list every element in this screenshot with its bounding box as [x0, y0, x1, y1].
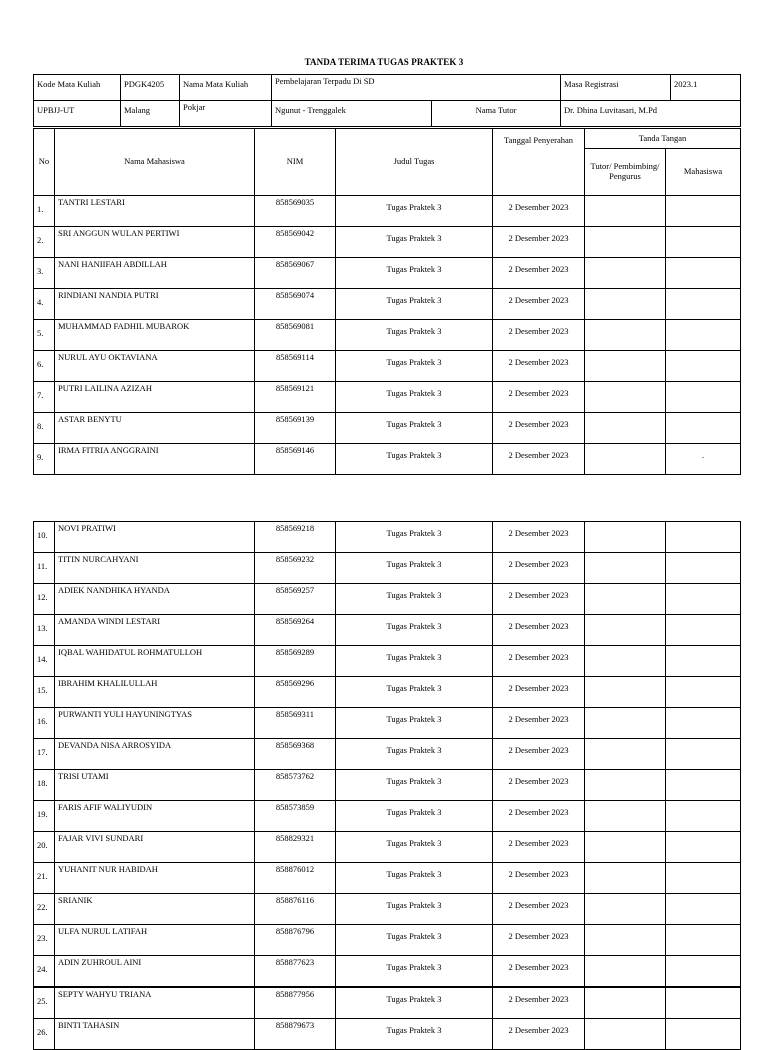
student-nim: 858569042	[255, 227, 336, 258]
signature-tutor-cell[interactable]	[585, 522, 666, 553]
signature-tutor-cell[interactable]	[585, 320, 666, 351]
submission-date: 2 Desember 2023	[493, 227, 585, 258]
student-nim: 858569074	[255, 289, 336, 320]
signature-student-cell[interactable]	[666, 413, 741, 444]
assignment-title: Tugas Praktek 3	[336, 832, 493, 863]
row-number: 2.	[34, 227, 55, 258]
row-number: 7.	[34, 382, 55, 413]
student-nim: 858569139	[255, 413, 336, 444]
table-row	[34, 646, 741, 677]
signature-student-cell[interactable]	[666, 863, 741, 894]
submission-date: 2 Desember 2023	[493, 382, 585, 413]
signature-student-cell[interactable]	[666, 646, 741, 677]
table-row	[34, 739, 741, 770]
submission-date: 2 Desember 2023	[493, 677, 585, 708]
student-nim: 858877956	[255, 988, 336, 1019]
table-row	[34, 615, 741, 646]
student-name: ASTAR BENYTU	[55, 413, 255, 444]
submission-date: 2 Desember 2023	[493, 413, 585, 444]
student-name: ADIN ZUHROUL AINI	[55, 956, 255, 987]
student-nim: 858877623	[255, 956, 336, 987]
row-number: 1.	[34, 196, 55, 227]
signature-tutor-cell[interactable]	[585, 258, 666, 289]
row-number: 8.	[34, 413, 55, 444]
table-row	[34, 894, 741, 925]
assignment-title: Tugas Praktek 3	[336, 925, 493, 956]
student-table-page-3	[33, 987, 741, 1050]
student-nim: 858573859	[255, 801, 336, 832]
upbjj-value: Malang	[121, 101, 180, 127]
row-number: 19.	[34, 801, 55, 832]
submission-date: 2 Desember 2023	[493, 956, 585, 987]
student-name: TITIN NURCAHYANI	[55, 553, 255, 584]
assignment-title: Tugas Praktek 3	[336, 1019, 493, 1050]
row-number: 10.	[34, 522, 55, 553]
upbjj-label: UPBJJ-UT	[34, 101, 121, 127]
signature-tutor-cell[interactable]	[585, 801, 666, 832]
signature-student-cell[interactable]	[666, 801, 741, 832]
assignment-title: Tugas Praktek 3	[336, 646, 493, 677]
signature-tutor-cell[interactable]	[585, 444, 666, 475]
student-name: SRIANIK	[55, 894, 255, 925]
student-nim: 858569067	[255, 258, 336, 289]
submission-date: 2 Desember 2023	[493, 925, 585, 956]
signature-tutor-cell[interactable]	[585, 739, 666, 770]
submission-date: 2 Desember 2023	[493, 646, 585, 677]
student-name: AMANDA WINDI LESTARI	[55, 615, 255, 646]
table-row	[34, 351, 741, 382]
student-name: SEPTY WAHYU TRIANA	[55, 988, 255, 1019]
student-nim: 858569296	[255, 677, 336, 708]
course-info-table	[33, 74, 741, 127]
row-number: 26.	[34, 1019, 55, 1050]
table-row	[34, 553, 741, 584]
row-number: 3.	[34, 258, 55, 289]
signature-student-cell[interactable]	[666, 1019, 741, 1050]
table-row	[34, 801, 741, 832]
student-name: PUTRI LAILINA AZIZAH	[55, 382, 255, 413]
table-row	[34, 382, 741, 413]
table-row	[34, 289, 741, 320]
signature-student-cell[interactable]	[666, 584, 741, 615]
student-nim: 858876796	[255, 925, 336, 956]
table-row	[34, 444, 741, 475]
pokjar-value: Ngunut - Trenggalek	[272, 101, 432, 127]
row-number: 23.	[34, 925, 55, 956]
row-number: 15.	[34, 677, 55, 708]
table-row	[34, 522, 741, 553]
submission-date: 2 Desember 2023	[493, 522, 585, 553]
nama-mk-value: Pembelajaran Terpadu Di SD	[272, 75, 561, 101]
assignment-title: Tugas Praktek 3	[336, 863, 493, 894]
signature-tutor-cell[interactable]	[585, 553, 666, 584]
row-number: 18.	[34, 770, 55, 801]
submission-date: 2 Desember 2023	[493, 1019, 585, 1050]
table-row	[34, 925, 741, 956]
kode-value: PDGK4205	[121, 75, 180, 101]
table-row	[34, 863, 741, 894]
student-name: ULFA NURUL LATIFAH	[55, 925, 255, 956]
signature-tutor-cell[interactable]	[585, 646, 666, 677]
student-name: RINDIANI NANDIA PUTRI	[55, 289, 255, 320]
signature-student-cell[interactable]	[666, 382, 741, 413]
signature-student-cell[interactable]	[666, 351, 741, 382]
submission-date: 2 Desember 2023	[493, 615, 585, 646]
signature-student-cell[interactable]	[666, 894, 741, 925]
assignment-title: Tugas Praktek 3	[336, 801, 493, 832]
signature-student-cell[interactable]	[666, 708, 741, 739]
signature-student-cell[interactable]	[666, 677, 741, 708]
header-no: No	[34, 129, 55, 196]
signature-tutor-cell[interactable]	[585, 925, 666, 956]
nama-mk-label: Nama Mata Kuliah	[180, 75, 272, 101]
table-row	[34, 584, 741, 615]
assignment-title: Tugas Praktek 3	[336, 351, 493, 382]
signature-tutor-cell[interactable]	[585, 289, 666, 320]
signature-student-cell[interactable]	[666, 770, 741, 801]
student-nim: 858876012	[255, 863, 336, 894]
table-row	[34, 258, 741, 289]
student-name: IQBAL WAHIDATUL ROHMATULLOH	[55, 646, 255, 677]
student-name: DEVANDA NISA ARROSYIDA	[55, 739, 255, 770]
student-nim: 858569257	[255, 584, 336, 615]
assignment-title: Tugas Praktek 3	[336, 615, 493, 646]
assignment-title: Tugas Praktek 3	[336, 196, 493, 227]
signature-student-cell[interactable]	[666, 289, 741, 320]
assignment-title: Tugas Praktek 3	[336, 770, 493, 801]
student-name: FAJAR VIVI SUNDARI	[55, 832, 255, 863]
student-name: TANTRI LESTARI	[55, 196, 255, 227]
student-name: FARIS AFIF WALIYUDIN	[55, 801, 255, 832]
tutor-label: Nama Tutor	[432, 101, 561, 127]
header-tutor: Tutor/ Pembimbing/ Pengurus	[585, 149, 666, 196]
student-name: NANI HANIIFAH ABDILLAH	[55, 258, 255, 289]
signature-tutor-cell[interactable]	[585, 988, 666, 1019]
row-number: 25.	[34, 988, 55, 1019]
signature-tutor-cell[interactable]	[585, 615, 666, 646]
student-name: TRISI UTAMI	[55, 770, 255, 801]
submission-date: 2 Desember 2023	[493, 553, 585, 584]
header-mahasiswa: Mahasiswa	[666, 149, 741, 196]
signature-student-cell[interactable]	[666, 258, 741, 289]
signature-student-cell[interactable]	[666, 988, 741, 1019]
assignment-title: Tugas Praktek 3	[336, 677, 493, 708]
assignment-title: Tugas Praktek 3	[336, 289, 493, 320]
row-number: 4.	[34, 289, 55, 320]
row-number: 11.	[34, 553, 55, 584]
row-number: 16.	[34, 708, 55, 739]
submission-date: 2 Desember 2023	[493, 320, 585, 351]
student-name: MUHAMMAD FADHIL MUBAROK	[55, 320, 255, 351]
student-nim: 858569146	[255, 444, 336, 475]
table-row	[34, 227, 741, 258]
table-row	[34, 320, 741, 351]
signature-tutor-cell[interactable]	[585, 196, 666, 227]
signature-student-cell[interactable]	[666, 615, 741, 646]
table-row	[34, 770, 741, 801]
table-row	[34, 677, 741, 708]
document-title: TANDA TERIMA TUGAS PRAKTEK 3	[304, 57, 464, 67]
row-number: 14.	[34, 646, 55, 677]
row-number: 12.	[34, 584, 55, 615]
row-number: 9.	[34, 444, 55, 475]
student-nim: 858569311	[255, 708, 336, 739]
row-number: 17.	[34, 739, 55, 770]
signature-student-cell[interactable]	[666, 227, 741, 258]
tutor-value: Dr. Dhina Luvitasari, M.Pd	[561, 101, 741, 127]
signature-tutor-cell[interactable]	[585, 832, 666, 863]
student-name: PURWANTI YULI HAYUNINGTYAS	[55, 708, 255, 739]
table-row	[34, 956, 741, 987]
row-number: 13.	[34, 615, 55, 646]
signature-tutor-cell[interactable]	[585, 1019, 666, 1050]
table-row	[34, 1019, 741, 1050]
submission-date: 2 Desember 2023	[493, 708, 585, 739]
student-nim: 858573762	[255, 770, 336, 801]
row-number: 22.	[34, 894, 55, 925]
assignment-title: Tugas Praktek 3	[336, 522, 493, 553]
student-nim: 858569264	[255, 615, 336, 646]
row-number: 5.	[34, 320, 55, 351]
student-nim: 858569218	[255, 522, 336, 553]
student-name: YUHANIT NUR HABIDAH	[55, 863, 255, 894]
assignment-title: Tugas Praktek 3	[336, 382, 493, 413]
masa-label: Masa Registrasi	[561, 75, 671, 101]
row-number: 6.	[34, 351, 55, 382]
student-nim: 858569114	[255, 351, 336, 382]
row-number: 20.	[34, 832, 55, 863]
kode-label: Kode Mata Kuliah	[34, 75, 121, 101]
signature-tutor-cell[interactable]	[585, 351, 666, 382]
signature-student-cell[interactable]	[666, 739, 741, 770]
submission-date: 2 Desember 2023	[493, 801, 585, 832]
submission-date: 2 Desember 2023	[493, 289, 585, 320]
header-tanggal: Tanggal Penyerahan	[493, 129, 585, 196]
student-table-page-2	[33, 521, 741, 987]
assignment-title: Tugas Praktek 3	[336, 708, 493, 739]
student-nim: 858569081	[255, 320, 336, 351]
submission-date: 2 Desember 2023	[493, 988, 585, 1019]
signature-tutor-cell[interactable]	[585, 227, 666, 258]
signature-tutor-cell[interactable]	[585, 382, 666, 413]
assignment-title: Tugas Praktek 3	[336, 584, 493, 615]
signature-student-cell[interactable]	[666, 196, 741, 227]
signature-student-cell[interactable]	[666, 832, 741, 863]
signature-tutor-cell[interactable]	[585, 584, 666, 615]
signature-student-cell[interactable]	[666, 522, 741, 553]
signature-tutor-cell[interactable]	[585, 413, 666, 444]
table-row	[34, 413, 741, 444]
submission-date: 2 Desember 2023	[493, 196, 585, 227]
submission-date: 2 Desember 2023	[493, 444, 585, 475]
student-name: IRMA FITRIA ANGGRAINI	[55, 444, 255, 475]
student-nim: 858569368	[255, 739, 336, 770]
student-name: NOVI PRATIWI	[55, 522, 255, 553]
submission-date: 2 Desember 2023	[493, 894, 585, 925]
signature-student-cell[interactable]	[666, 925, 741, 956]
header-tanda-tangan: Tanda Tangan	[585, 129, 741, 149]
assignment-title: Tugas Praktek 3	[336, 320, 493, 351]
student-table-page-1	[33, 128, 741, 475]
student-name: ADIEK NANDHIKA HYANDA	[55, 584, 255, 615]
assignment-title: Tugas Praktek 3	[336, 956, 493, 987]
student-nim: 858876116	[255, 894, 336, 925]
student-name: BINTI TAHASIN	[55, 1019, 255, 1050]
student-name: SRI ANGGUN WULAN PERTIWI	[55, 227, 255, 258]
assignment-title: Tugas Praktek 3	[336, 553, 493, 584]
table-row	[34, 988, 741, 1019]
student-nim: 858569232	[255, 553, 336, 584]
submission-date: 2 Desember 2023	[493, 739, 585, 770]
submission-date: 2 Desember 2023	[493, 584, 585, 615]
pokjar-label: Pokjar	[180, 101, 272, 127]
submission-date: 2 Desember 2023	[493, 832, 585, 863]
row-number: 24.	[34, 956, 55, 987]
signature-tutor-cell[interactable]	[585, 677, 666, 708]
student-name: IBRAHIM KHALILULLAH	[55, 677, 255, 708]
assignment-title: Tugas Praktek 3	[336, 444, 493, 475]
signature-student-cell[interactable]	[666, 956, 741, 987]
assignment-title: Tugas Praktek 3	[336, 988, 493, 1019]
table-row	[34, 832, 741, 863]
header-nim: NIM	[255, 129, 336, 196]
signature-tutor-cell[interactable]	[585, 770, 666, 801]
assignment-title: Tugas Praktek 3	[336, 894, 493, 925]
row-number: 21.	[34, 863, 55, 894]
submission-date: 2 Desember 2023	[493, 863, 585, 894]
signature-tutor-cell[interactable]	[585, 894, 666, 925]
table-row	[34, 196, 741, 227]
submission-date: 2 Desember 2023	[493, 258, 585, 289]
signature-tutor-cell[interactable]	[585, 956, 666, 987]
student-nim: 858569035	[255, 196, 336, 227]
table-row	[34, 708, 741, 739]
assignment-title: Tugas Praktek 3	[336, 227, 493, 258]
signature-student-cell[interactable]: .	[666, 444, 741, 475]
student-name: NURUL AYU OKTAVIANA	[55, 351, 255, 382]
student-nim: 858569289	[255, 646, 336, 677]
student-nim: 858879673	[255, 1019, 336, 1050]
student-nim: 858829321	[255, 832, 336, 863]
signature-tutor-cell[interactable]	[585, 708, 666, 739]
assignment-title: Tugas Praktek 3	[336, 258, 493, 289]
signature-student-cell[interactable]	[666, 553, 741, 584]
submission-date: 2 Desember 2023	[493, 770, 585, 801]
signature-tutor-cell[interactable]	[585, 863, 666, 894]
header-nama: Nama Mahasiswa	[55, 129, 255, 196]
assignment-title: Tugas Praktek 3	[336, 413, 493, 444]
header-judul: Judul Tugas	[336, 129, 493, 196]
submission-date: 2 Desember 2023	[493, 351, 585, 382]
assignment-title: Tugas Praktek 3	[336, 739, 493, 770]
masa-value: 2023.1	[671, 75, 741, 101]
signature-student-cell[interactable]	[666, 320, 741, 351]
student-nim: 858569121	[255, 382, 336, 413]
